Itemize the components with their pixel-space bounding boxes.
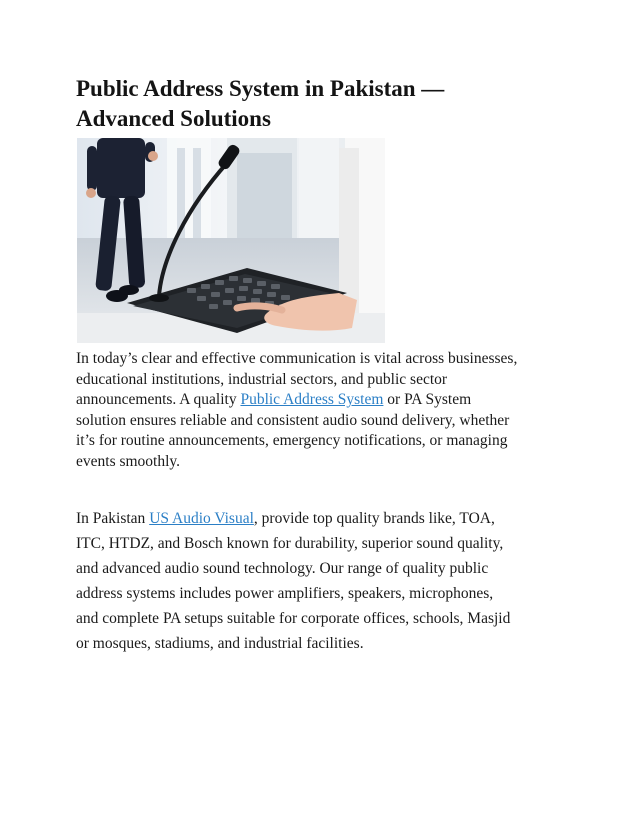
intro-line-2: educational institutions, industrial sectors, and public sector xyxy=(76,370,448,388)
intro-paragraph xyxy=(76,349,566,473)
intro-line-1: In today’s clear and effective communication is vital across businesses, xyxy=(76,350,518,367)
title-line-1: Public Address System in Pakistan — xyxy=(76,76,445,101)
page-title xyxy=(76,74,576,134)
brands-line-4: address systems includes power amplifiers, speakers, microphones, xyxy=(76,585,494,602)
brands-line-2: ITC, HTDZ, and Bosch known for durability, superior sound quality, xyxy=(76,535,504,552)
brands-line-3: and advanced audio sound technology. Our range of quality public xyxy=(76,560,489,577)
intro-line-4: solution ensures reliable and consistent audio sound delivery, whether xyxy=(76,411,510,429)
intro-line-5: it’s for routine announcements, emergency notifications, or managing xyxy=(76,432,508,450)
public-address-system-link[interactable]: Public Address System xyxy=(240,391,384,409)
photo-illustration xyxy=(77,138,385,343)
intro-line-6: events smoothly. xyxy=(76,452,181,470)
us-audio-visual-link[interactable]: US Audio Visual xyxy=(149,510,254,527)
paging-microphone-photo xyxy=(77,138,385,343)
intro-line-3-after: or PA System xyxy=(383,391,472,409)
brands-line-6: or mosques, stadiums, and industrial facilities. xyxy=(76,635,364,652)
brands-line-1-before: In Pakistan xyxy=(76,510,150,527)
brands-line-1 xyxy=(76,506,566,531)
intro-line-3-before: announcements. A quality xyxy=(76,391,241,409)
title-line-2: Advanced Solutions xyxy=(76,106,271,131)
brands-paragraph xyxy=(76,506,566,656)
brands-line-1-after: , provide top quality brands like, TOA, xyxy=(253,510,495,527)
intro-line-3 xyxy=(76,390,566,411)
brands-line-5: and complete PA setups suitable for corporate offices, schools, Masjid xyxy=(76,610,511,627)
